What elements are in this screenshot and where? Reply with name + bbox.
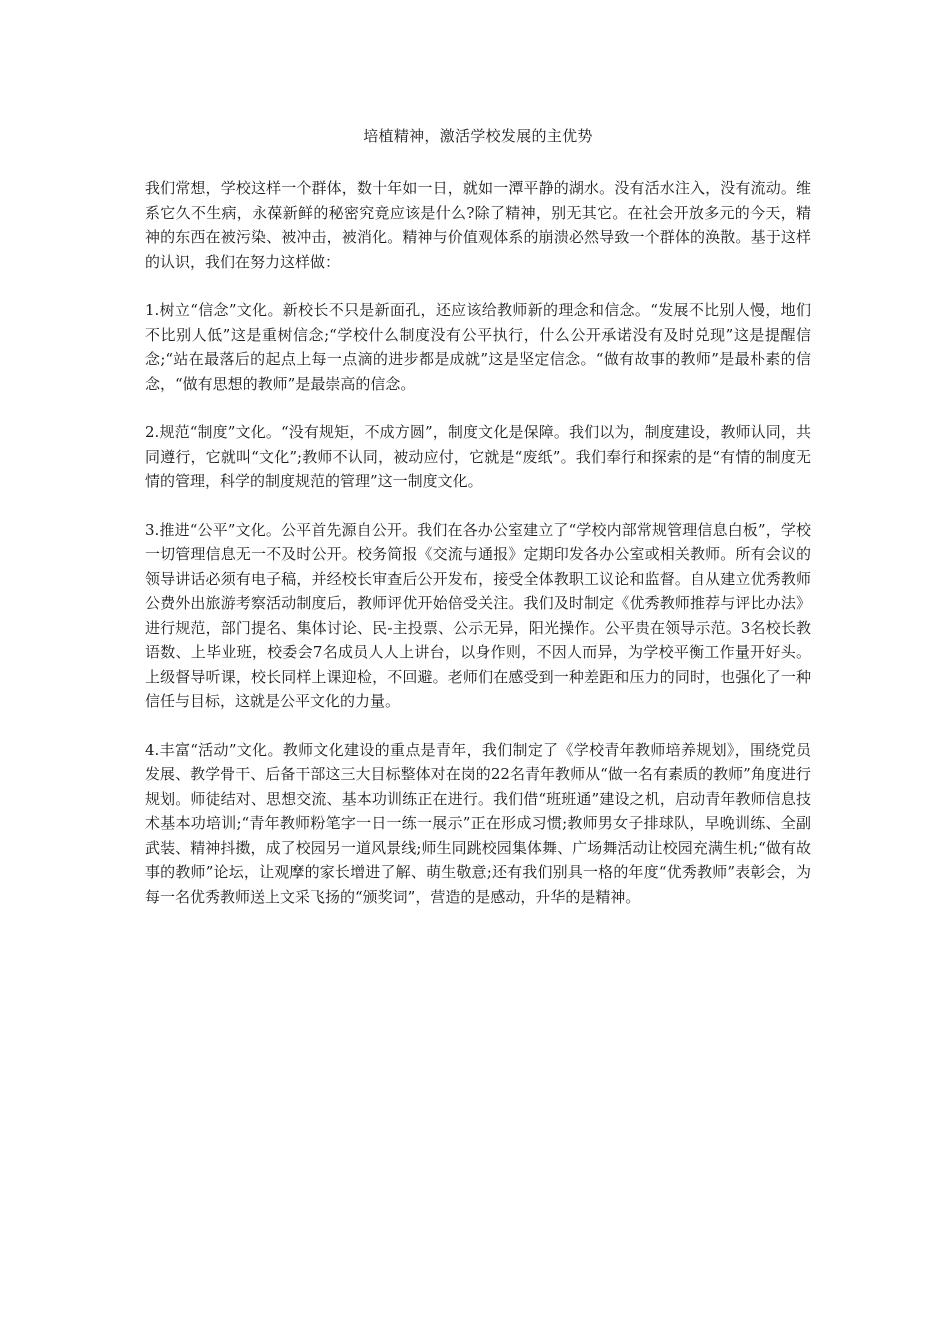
document-page	[145, 0, 811, 909]
document-title: 培植精神，激活学校发展的主优势	[363, 127, 593, 145]
paragraph-fairness-culture: 3.推进“公平”文化。公平首先源自公开。我们在各办公室建立了“学校内部常规管理信息白板”，学校一切管理信息无一不及时公开。校务简报《交流与通报》定期印发各办公室或相关教师。所有会议的领导讲话必须有电子稿，并经校长审查后公开发布，接受全体教职工议论和监督。自从建立优秀教师公费外出旅游考察活动制度后，教师评优开始倍受关注。我们及时制定《优秀教师推荐与评比办法》进行规范，部门提名、集体讨论、民-主投票、公示无异，阳光操作。公平贵在领导示范。3名校长教语数、上毕业班，校委会7名成员人人上讲台，以身作则，不因人而异，为学校平衡工作量开好头。上级督导听课，校长同样上课迎检，不回避。老师们在感受到一种差距和压力的同时，也强化了一种信任与目标，这就是公平文化的力量。	[145, 520, 811, 710]
paragraph-activity-culture: 4.丰富“活动”文化。教师文化建设的重点是青年，我们制定了《学校青年教师培养规划》，围绕党员发展、教学骨干、后备干部这三大目标整体对在岗的22名青年教师从“做一名有素质的教师”角度进行规划。师徒结对、思想交流、基本功训练正在进行。我们借“班班通”建设之机，启动青年教师信息技术基本功培训;“青年教师粉笔字一日一练一展示”正在形成习惯;教师男女子排球队，早晚训练、全副武装、精神抖擞，成了校园另一道风景线;师生同跳校园集体舞、广场舞活动让校园充满生机;“做有故事的教师”论坛，让观摩的家长增进了解、萌生敬意;还有我们别具一格的年度“优秀教师”表彰会，为每一名优秀教师送上文采飞扬的“颁奖词”，营造的是感动，升华的是精神。	[145, 740, 811, 906]
intro-paragraph: 我们常想，学校这样一个群体，数十年如一日，就如一潭平静的湖水。没有活水注入，没有流动。维系它久不生病，永葆新鲜的秘密究竟应该是什么?除了精神，别无其它。在社会开放多元的今天，精神的东西在被污染、被冲击，被消化。精神与价值观体系的崩溃必然导致一个群体的涣散。基于这样的认识，我们在努力这样做：	[145, 179, 811, 271]
paragraph-belief-culture: 1.树立“信念”文化。新校长不只是新面孔，还应该给教师新的理念和信念。“发展不比别人慢，地们不比别人低”这是重树信念;“学校什么制度没有公平执行，什么公开承诺没有及时兑现”这是提醒信念;“站在最落后的起点上每一点滴的进步都是成就”这是坚定信念。“做有故事的教师”是最朴素的信念，“做有思想的教师”是最崇高的信念。	[145, 301, 811, 393]
paragraph-system-culture: 2.规范“制度”文化。“没有规矩，不成方圆”，制度文化是保障。我们以为，制度建设，教师认同，共同遵行，它就叫“文化”;教师不认同，被动应付，它就是“废纸”。我们奉行和探索的是“有情的制度无情的管理，科学的制度规范的管理”这一制度文化。	[145, 423, 811, 490]
